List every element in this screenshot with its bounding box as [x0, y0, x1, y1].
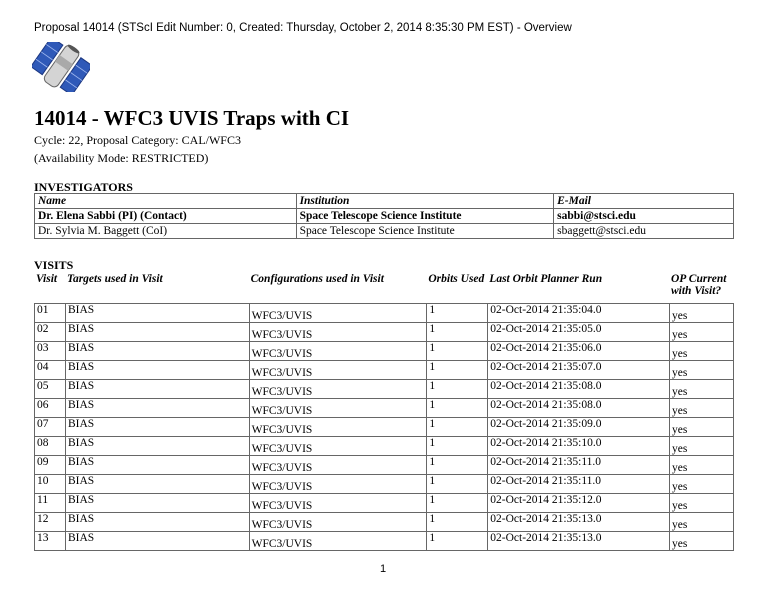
visit-configuration: WFC3/UVIS	[249, 456, 427, 475]
visit-planner-run: 02-Oct-2014 21:35:13.0	[488, 532, 670, 551]
hubble-telescope-icon	[32, 42, 90, 92]
visit-number: 07	[35, 418, 66, 437]
visit-orbits: 1	[427, 437, 488, 456]
visit-planner-run: 02-Oct-2014 21:35:04.0	[488, 304, 670, 323]
visit-target: BIAS	[65, 304, 249, 323]
table-row	[35, 380, 734, 399]
visit-op-current: yes	[670, 475, 734, 494]
visit-orbits: 1	[427, 456, 488, 475]
visit-planner-run: 02-Oct-2014 21:35:10.0	[488, 437, 670, 456]
visit-planner-run: 02-Oct-2014 21:35:09.0	[488, 418, 670, 437]
visit-configuration: WFC3/UVIS	[249, 361, 427, 380]
visits-heading: VISITS	[34, 258, 74, 272]
visit-number: 02	[35, 323, 66, 342]
page-title: 14014 - WFC3 UVIS Traps with CI	[34, 106, 350, 130]
visit-planner-run: 02-Oct-2014 21:35:11.0	[488, 456, 670, 475]
visit-configuration: WFC3/UVIS	[249, 494, 427, 513]
visit-number: 05	[35, 380, 66, 399]
visit-op-current: yes	[670, 323, 734, 342]
column-header-planner: Last Orbit Planner Run	[488, 271, 670, 304]
visit-number: 03	[35, 342, 66, 361]
visit-planner-run: 02-Oct-2014 21:35:13.0	[488, 513, 670, 532]
visit-orbits: 1	[427, 304, 488, 323]
visit-target: BIAS	[65, 456, 249, 475]
visit-orbits: 1	[427, 513, 488, 532]
visit-op-current: yes	[670, 380, 734, 399]
visit-number: 09	[35, 456, 66, 475]
visit-target: BIAS	[65, 532, 249, 551]
table-row	[35, 494, 734, 513]
table-row	[35, 342, 734, 361]
visit-number: 01	[35, 304, 66, 323]
table-row	[35, 513, 734, 532]
visit-number: 12	[35, 513, 66, 532]
visit-orbits: 1	[427, 494, 488, 513]
visit-planner-run: 02-Oct-2014 21:35:06.0	[488, 342, 670, 361]
visit-planner-run: 02-Oct-2014 21:35:12.0	[488, 494, 670, 513]
column-header-targets: Targets used in Visit	[65, 271, 249, 304]
table-row	[35, 475, 734, 494]
visit-op-current: yes	[670, 342, 734, 361]
visit-number: 08	[35, 437, 66, 456]
visit-target: BIAS	[65, 323, 249, 342]
visit-op-current: yes	[670, 532, 734, 551]
column-header-configurations: Configurations used in Visit	[249, 271, 427, 304]
visit-target: BIAS	[65, 513, 249, 532]
column-header-email: E-Mail	[554, 194, 734, 209]
page-number: 1	[380, 563, 387, 575]
visit-target: BIAS	[65, 494, 249, 513]
visit-op-current: yes	[670, 399, 734, 418]
visit-orbits: 1	[427, 380, 488, 399]
visit-configuration: WFC3/UVIS	[249, 437, 427, 456]
visit-orbits: 1	[427, 342, 488, 361]
visit-number: 11	[35, 494, 66, 513]
table-header-row	[35, 194, 734, 209]
investigator-name: Dr. Elena Sabbi (PI) (Contact)	[35, 209, 297, 224]
investigator-name: Dr. Sylvia M. Baggett (CoI)	[35, 224, 297, 239]
visit-number: 04	[35, 361, 66, 380]
column-header-op-current	[670, 271, 734, 304]
table-row	[35, 304, 734, 323]
visit-target: BIAS	[65, 361, 249, 380]
investigator-institution: Space Telescope Science Institute	[296, 224, 554, 239]
visit-planner-run: 02-Oct-2014 21:35:08.0	[488, 380, 670, 399]
column-header-visit: Visit	[35, 271, 66, 304]
visit-configuration: WFC3/UVIS	[249, 399, 427, 418]
op-current-label-line1: OP Current	[671, 273, 727, 285]
visit-planner-run: 02-Oct-2014 21:35:08.0	[488, 399, 670, 418]
table-row	[35, 209, 734, 224]
visit-op-current: yes	[670, 456, 734, 475]
column-header-orbits: Orbits Used	[427, 271, 488, 304]
visit-op-current: yes	[670, 418, 734, 437]
table-row	[35, 323, 734, 342]
visit-orbits: 1	[427, 418, 488, 437]
investigators-table	[34, 193, 734, 239]
document-header: Proposal 14014 (STScI Edit Number: 0, Created: Thursday, October 2, 2014 8:35:30 PM EST) - Overview	[34, 22, 572, 34]
visit-orbits: 1	[427, 399, 488, 418]
visit-target: BIAS	[65, 342, 249, 361]
visit-orbits: 1	[427, 475, 488, 494]
table-row	[35, 399, 734, 418]
visit-orbits: 1	[427, 361, 488, 380]
table-row	[35, 224, 734, 239]
visit-configuration: WFC3/UVIS	[249, 513, 427, 532]
visit-number: 06	[35, 399, 66, 418]
visit-orbits: 1	[427, 532, 488, 551]
availability-line: (Availability Mode: RESTRICTED)	[34, 151, 209, 165]
visit-configuration: WFC3/UVIS	[249, 418, 427, 437]
op-current-label-line2: with Visit?	[671, 285, 722, 297]
visit-target: BIAS	[65, 418, 249, 437]
table-row	[35, 532, 734, 551]
visit-configuration: WFC3/UVIS	[249, 532, 427, 551]
visit-target: BIAS	[65, 380, 249, 399]
visits-table	[34, 270, 734, 551]
visit-configuration: WFC3/UVIS	[249, 323, 427, 342]
column-header-name: Name	[35, 194, 297, 209]
table-header-row	[35, 271, 734, 304]
visit-orbits: 1	[427, 323, 488, 342]
visit-planner-run: 02-Oct-2014 21:35:11.0	[488, 475, 670, 494]
visit-configuration: WFC3/UVIS	[249, 380, 427, 399]
table-row	[35, 456, 734, 475]
table-row	[35, 361, 734, 380]
visit-planner-run: 02-Oct-2014 21:35:07.0	[488, 361, 670, 380]
visit-op-current: yes	[670, 513, 734, 532]
visit-op-current: yes	[670, 361, 734, 380]
visit-op-current: yes	[670, 437, 734, 456]
visit-number: 13	[35, 532, 66, 551]
visit-target: BIAS	[65, 399, 249, 418]
investigators-heading: INVESTIGATORS	[34, 180, 133, 194]
investigator-email: sabbi@stsci.edu	[554, 209, 734, 224]
investigator-institution: Space Telescope Science Institute	[296, 209, 554, 224]
cycle-line: Cycle: 22, Proposal Category: CAL/WFC3	[34, 133, 241, 147]
column-header-institution: Institution	[296, 194, 554, 209]
visit-target: BIAS	[65, 475, 249, 494]
visit-configuration: WFC3/UVIS	[249, 475, 427, 494]
visit-op-current: yes	[670, 304, 734, 323]
visit-configuration: WFC3/UVIS	[249, 304, 427, 323]
visit-planner-run: 02-Oct-2014 21:35:05.0	[488, 323, 670, 342]
table-row	[35, 437, 734, 456]
visit-number: 10	[35, 475, 66, 494]
investigator-email: sbaggett@stsci.edu	[554, 224, 734, 239]
visit-target: BIAS	[65, 437, 249, 456]
visit-configuration: WFC3/UVIS	[249, 342, 427, 361]
table-row	[35, 418, 734, 437]
visit-op-current: yes	[670, 494, 734, 513]
